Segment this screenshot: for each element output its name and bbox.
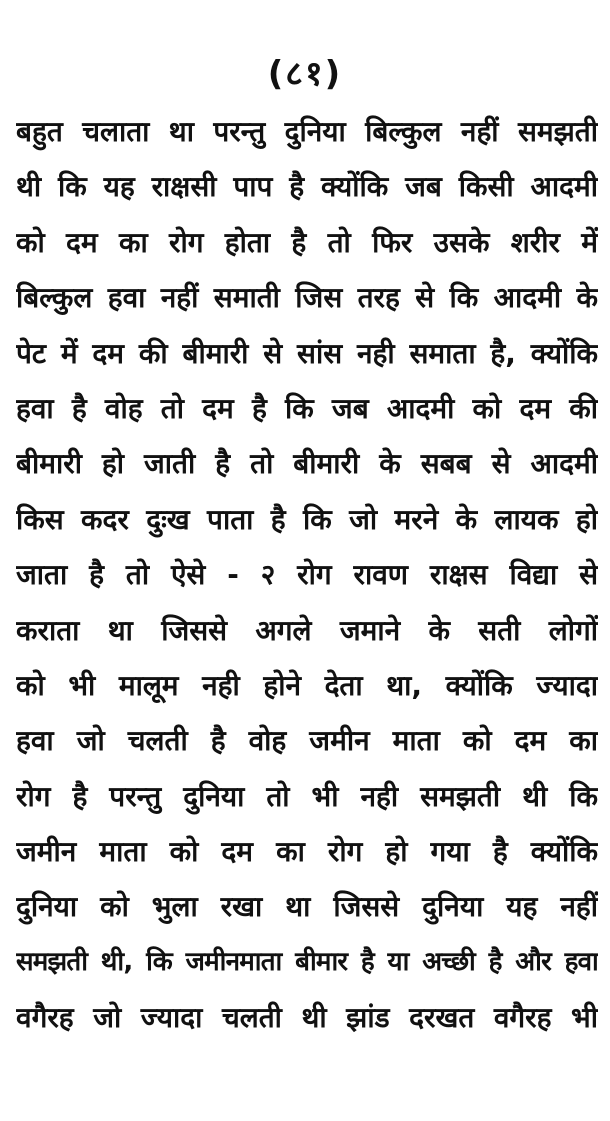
text-line: दुनिया को भुला रखा था जिससे दुनिया यह नहीं	[16, 890, 598, 924]
text-line: थी कि यह राक्षसी पाप है क्योंकि जब किसी आदमी	[16, 170, 598, 204]
page-number: (८१)	[267, 54, 343, 94]
text-line: जाता है तो ऐसे - २ रोग रावण राक्षस विद्या से	[16, 558, 598, 592]
text-line: बीमारी हो जाती है तो बीमारी के सबब से आदमी	[16, 447, 598, 481]
text-line: को भी मालूम नही होने देता था, क्योंकि ज्यादा	[16, 668, 598, 702]
text-line: पेट में दम की बीमारी से सांस नही समाता है, क्योंकि	[16, 336, 598, 370]
text-line: वगैरह जो ज्यादा चलती थी झांड दरखत वगैरह भी	[16, 1001, 598, 1035]
text-line: हवा है वोह तो दम है कि जब आदमी को दम की	[16, 391, 598, 425]
body-text	[16, 104, 598, 1046]
text-line: बहुत चलाता था परन्तु दुनिया बिल्कुल नहीं समझती	[16, 115, 598, 148]
text-line: किस कदर दुःख पाता है कि जो मरने के लायक हो	[16, 502, 598, 536]
text-line: जमीन माता को दम का रोग हो गया है क्योंकि	[16, 835, 598, 869]
text-line: को दम का रोग होता है तो फिर उसके शरीर में	[16, 225, 598, 259]
text-line: बिल्कुल हवा नहीं समाती जिस तरह से कि आदमी के	[16, 281, 598, 315]
text-line: हवा जो चलती है वोह जमीन माता को दम का	[16, 724, 598, 758]
text-line: रोग है परन्तु दुनिया तो भी नही समझती थी कि	[16, 779, 598, 813]
text-line: कराता था जिससे अगले जमाने के सती लोगों	[16, 613, 598, 647]
text-line: समझती थी, कि जमीनमाता बीमार है या अच्छी है और हवा	[16, 946, 598, 977]
